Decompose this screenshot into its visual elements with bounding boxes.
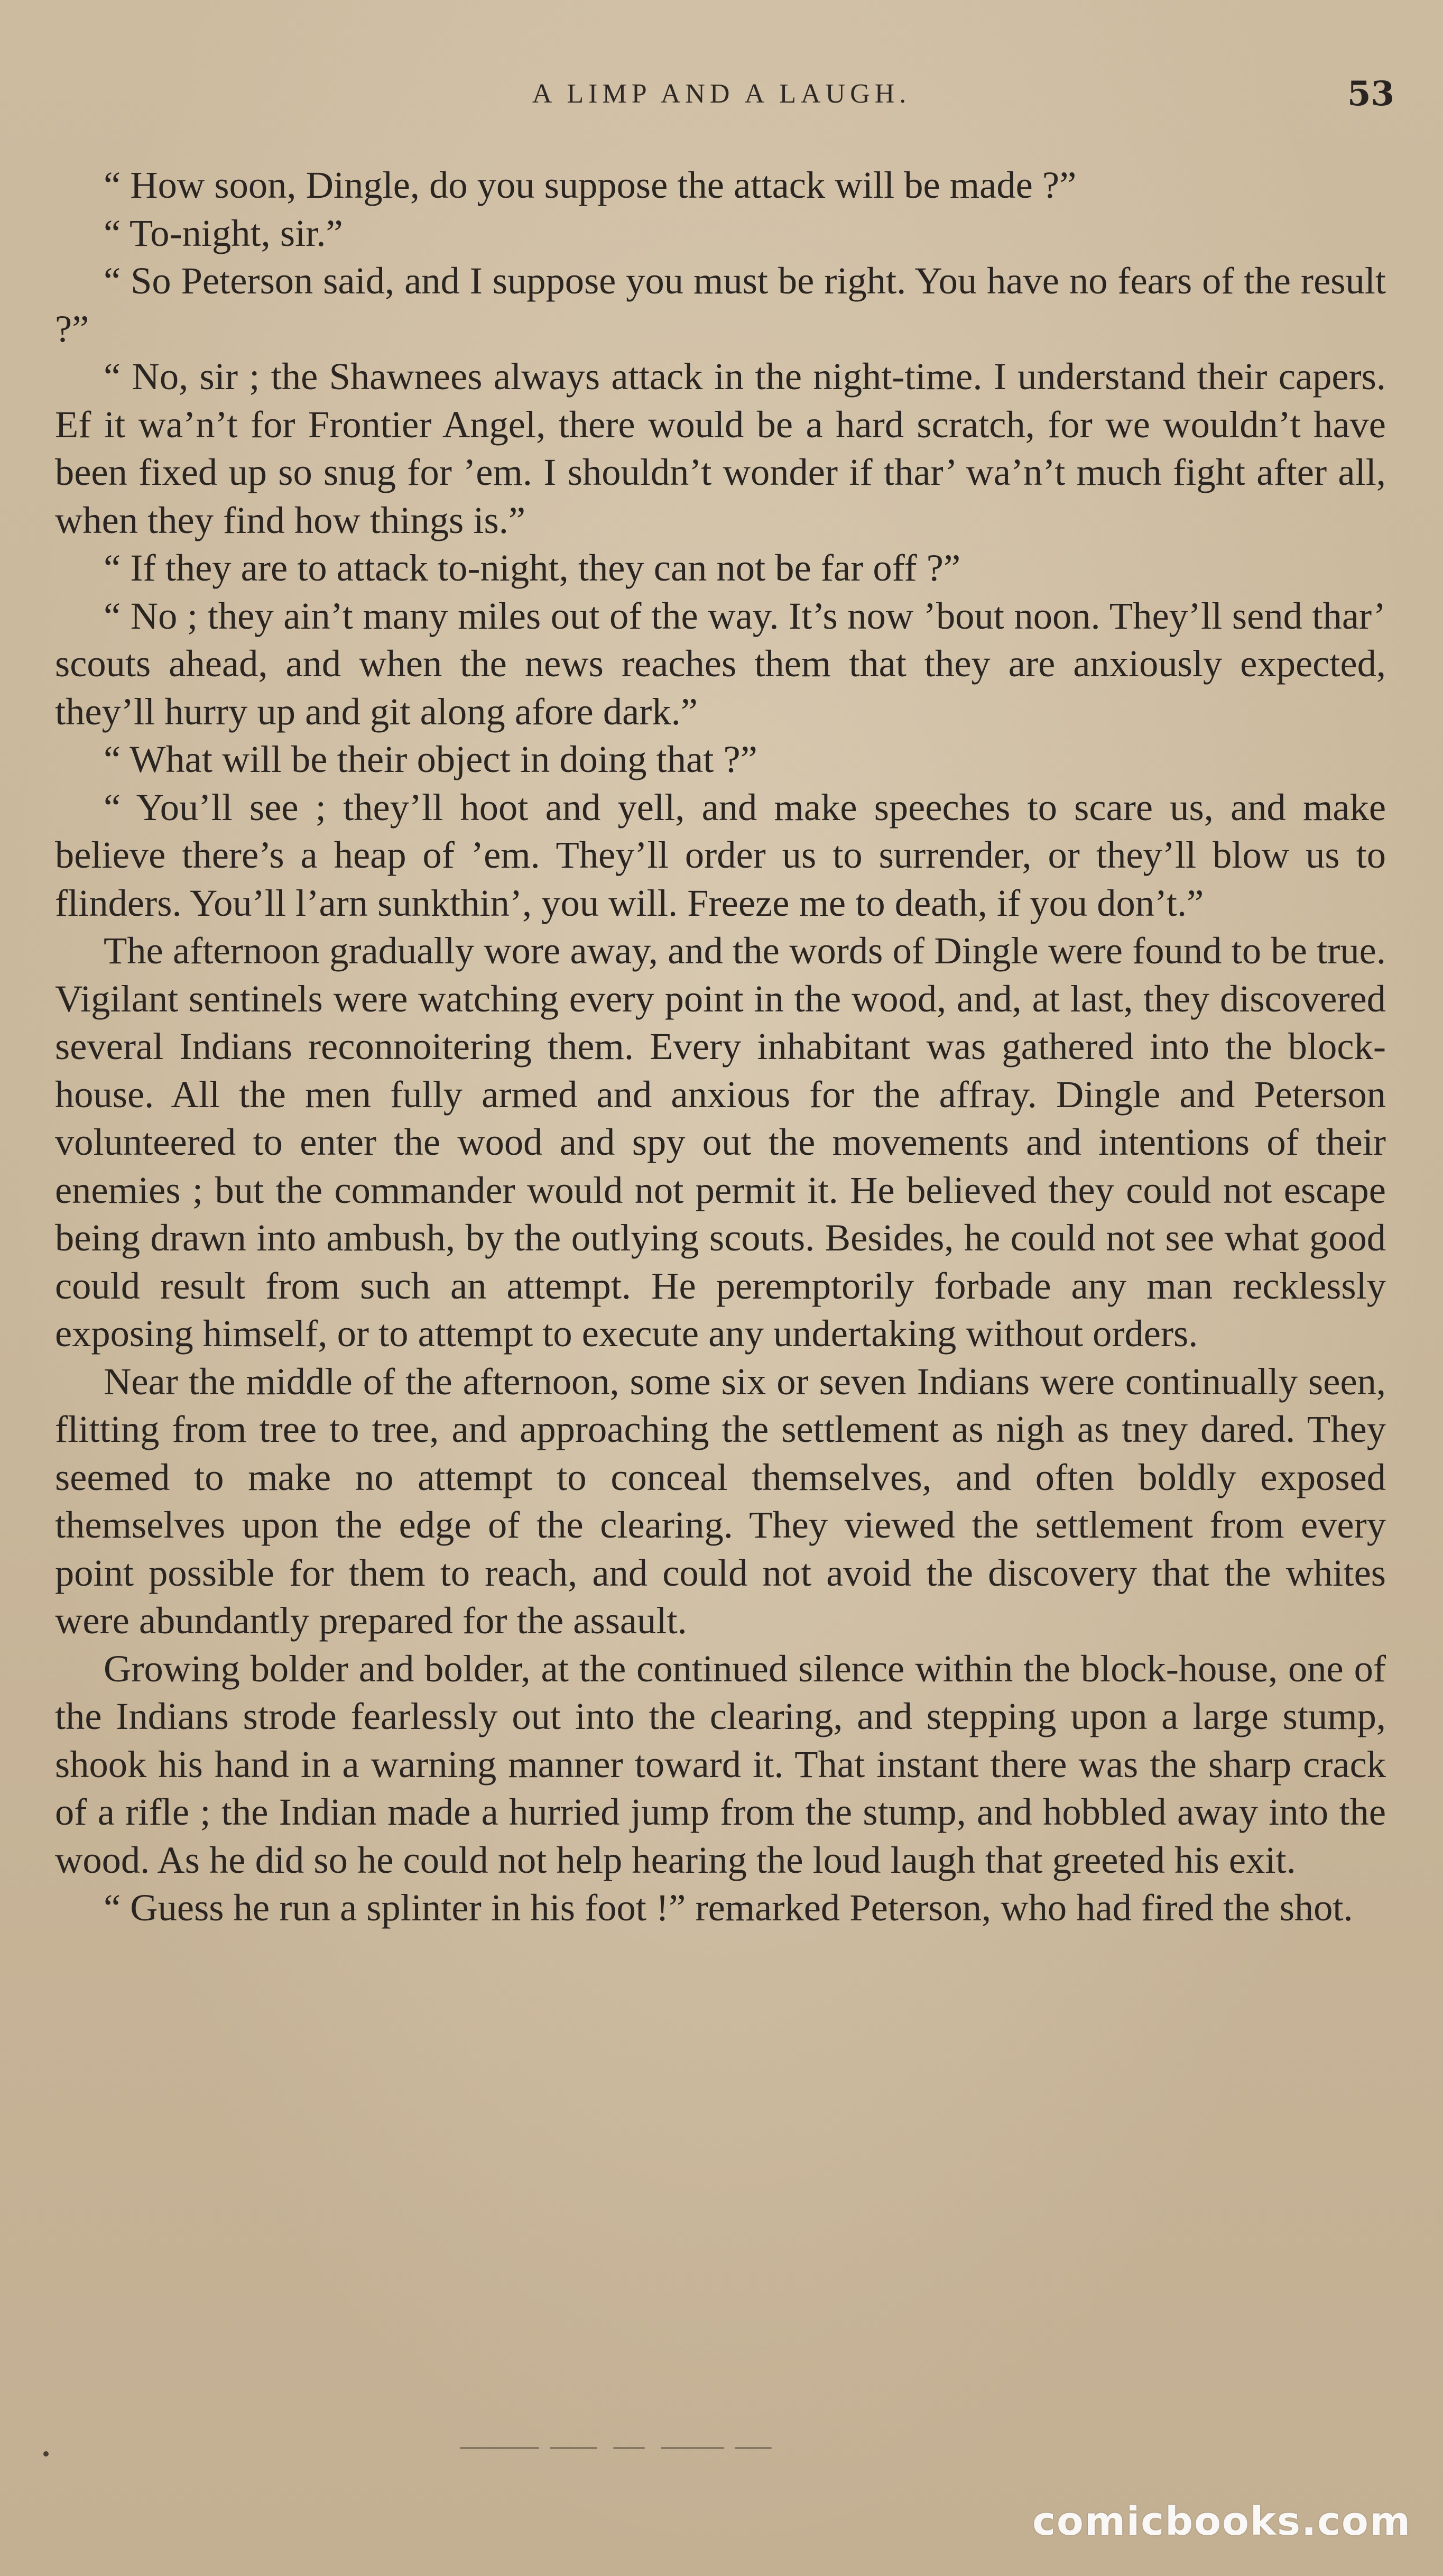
- ink-speck: [43, 2451, 49, 2457]
- paragraph: “ What will be their object in doing that ?”: [104, 738, 757, 780]
- body-text: [55, 161, 1386, 1932]
- paragraph: Near the middle of the afternoon, some six or seven Indians were continually seen, flitting from tree to tree, and approaching the settlement as nigh as tney dared. They seemed to make no attempt to conceal themselves, and often boldly exposed themselves upon the edge of the clearing. They viewed the settlement from every point possible for them to reach, and could not avoid the discovery that the whites were abundantly prepared for the assault.: [55, 1359, 1386, 1642]
- paragraph: Growing bolder and bolder, at the continued silence within the block-house, one of the Indians strode fearlessly out into the clearing, and stepping upon a large stump, shook his hand in a warning manner toward it. That instant there was the sharp crack of a rifle ; the Indian made a hurried jump from the stump, and hobbled away into the wood. As he did so he could not help hearing the loud laugh that greeted his exit.: [55, 1646, 1386, 1881]
- paragraph: “ You’ll see ; they’ll hoot and yell, and make speeches to scare us, and make believe there’s a heap of ’em. They’ll order us to surrender, or they’ll blow us to flinders. You’ll l’arn sunkthin’, you will. Freeze me to death, if you don’t.”: [55, 785, 1386, 924]
- paragraph: “ So Peterson said, and I suppose you must be right. You have no fears of the result ?”: [55, 259, 1386, 350]
- watermark-logo: comicbooks.com: [1032, 2499, 1411, 2544]
- paragraph: “ To-night, sir.”: [104, 211, 343, 254]
- running-head: A LIMP AND A LAUGH.: [532, 79, 911, 109]
- paragraph: “ How soon, Dingle, do you suppose the attack will be made ?”: [104, 163, 1077, 206]
- paragraph: “ No, sir ; the Shawnees always attack in the night-time. I understand their capers. Ef it wa’n’t for Frontier Angel, there would be a hard scratch, for we wouldn’t have been fixed up so snug for ’em. I shouldn’t wonder if thar’ wa’n’t much fight after all, when they find how things is.”: [55, 355, 1386, 541]
- paragraph: “ Guess he run a splinter in his foot !” remarked Peterson, who had fired the shot.: [104, 1886, 1353, 1929]
- page-number: 53: [1347, 74, 1394, 114]
- end-ornament: [460, 2443, 830, 2455]
- paragraph: “ If they are to attack to-night, they can not be far off ?”: [104, 546, 961, 589]
- page-header: [0, 74, 1443, 126]
- paragraph: The afternoon gradually wore away, and the words of Dingle were found to be true. Vigilant sentinels were watching every point in the wood, and, at last, they discovered several Indians reconnoitering them. Every inhabitant was gathered into the block-house. All the men fully armed and anxious for the affray. Dingle and Peterson volunteered to enter the wood and spy out the movements and intentions of their enemies ; but the commander would not permit it. He believed they could not escape being drawn into ambush, by the outlying scouts. Besides, he could not see what good could result from such an attempt. He peremptorily forbade any man recklessly exposing himself, or to attempt to execute any undertaking without orders.: [55, 929, 1386, 1355]
- paragraph: “ No ; they ain’t many miles out of the way. It’s now ’bout noon. They’ll send thar’ scouts ahead, and when the news reaches them that they are anxiously expected, they’ll hurry up and git along afore dark.”: [55, 594, 1386, 733]
